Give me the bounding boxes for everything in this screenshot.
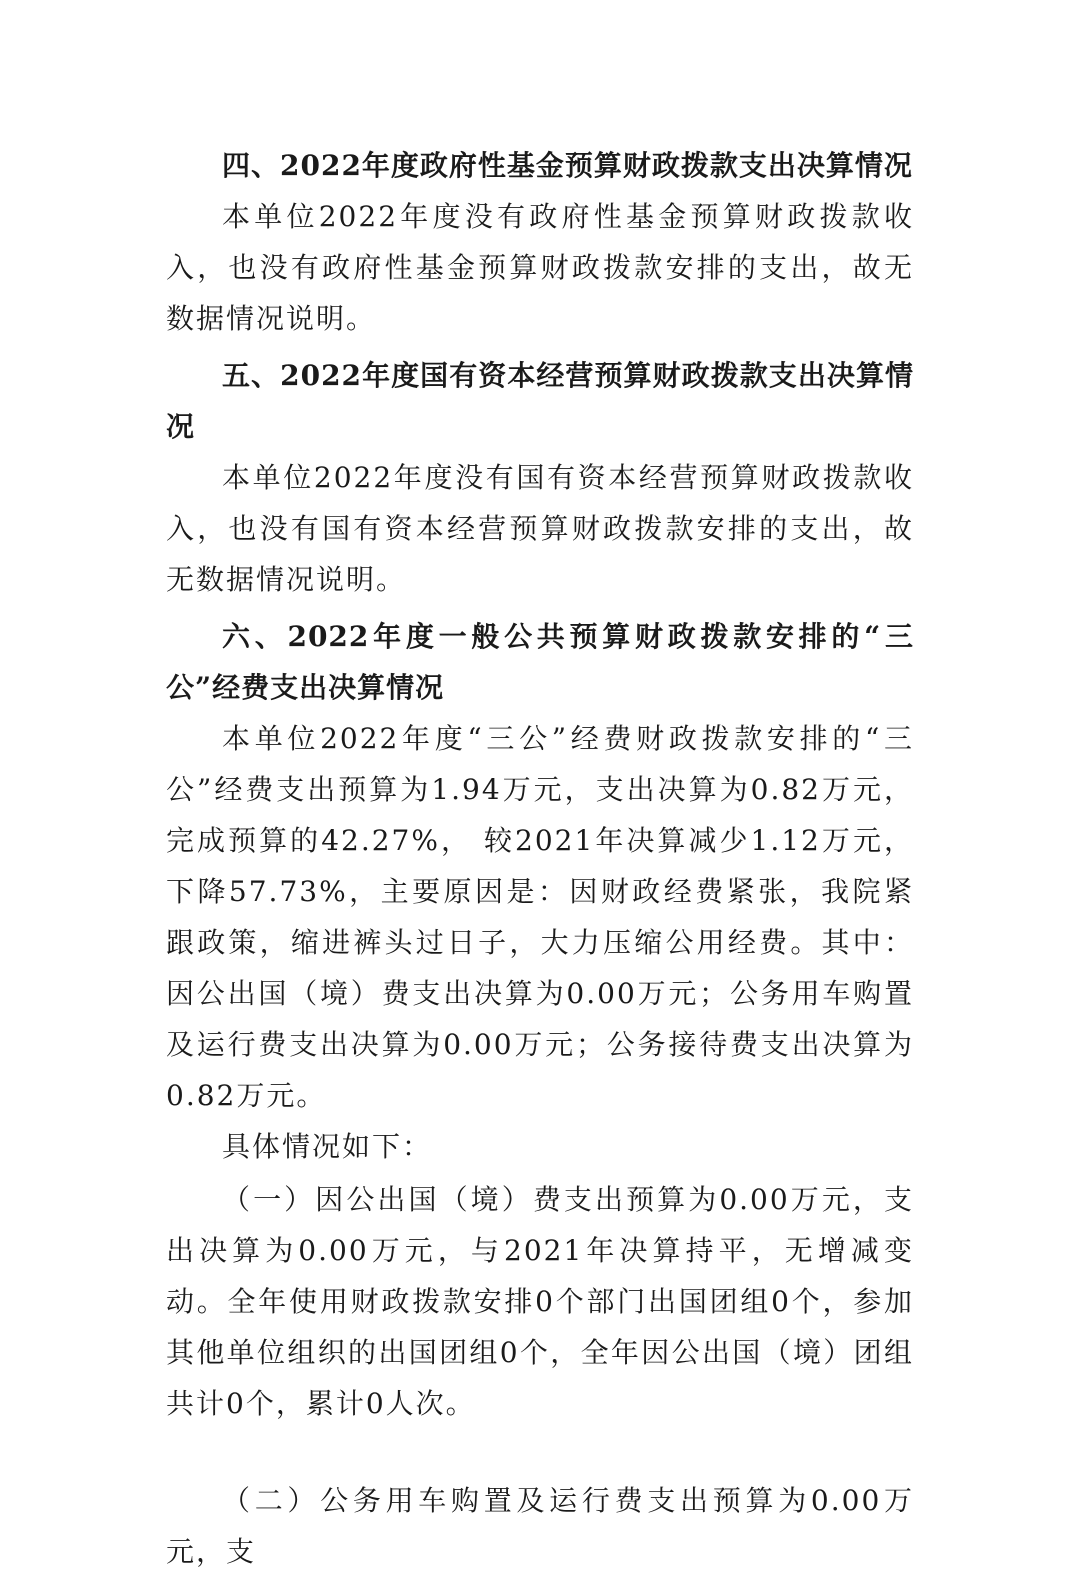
section-5-paragraph: 本单位2022年度没有国有资本经营预算财政拨款收入，也没有国有资本经营预算财政拨款安排的支出，故无数据情况说明。 [166,461,914,596]
document-page [166,140,914,1577]
section-6-heading: 六、2022年度一般公共预算财政拨款安排的“三公”经费支出决算情况 [166,620,914,704]
section-4-paragraph: 本单位2022年度没有政府性基金预算财政拨款收入，也没有政府性基金预算财政拨款安排的支出，故无数据情况说明。 [166,200,914,335]
section-6-item-1: （一）因公出国（境）费支出预算为0.00万元，支出决算为0.00万元，与2021年决算持平，无增减变动。全年使用财政拨款安排0个部门出国团组0个，参加其他单位组织的出国团组0个，全年因公出国（境）团组共计0个，累计0人次。 [166,1183,914,1420]
section-6-item-2: （二）公务用车购置及运行费支出预算为0.00万元，支 [166,1484,914,1568]
section-6-intro: 具体情况如下： [222,1130,433,1163]
section-6-paragraph: 本单位2022年度“三公”经费财政拨款安排的“三公”经费支出预算为1.94万元，支出决算为0.82万元，完成预算的42.27%， 较2021年决算减少1.12万元，下降57.73%，主要原因是：因财政经费紧张，我院紧跟政策，缩进裤头过日子，大力压缩公用经费。其中：因公出国（境）费支出决算为0.00万元；公务用车购置及运行费支出决算为0.00万元；公务接待费支出决算为0.82万元。 [166,722,914,1112]
section-5-heading: 五、2022年度国有资本经营预算财政拨款支出决算情况 [166,359,914,443]
section-4-heading: 四、2022年度政府性基金预算财政拨款支出决算情况 [222,149,913,182]
